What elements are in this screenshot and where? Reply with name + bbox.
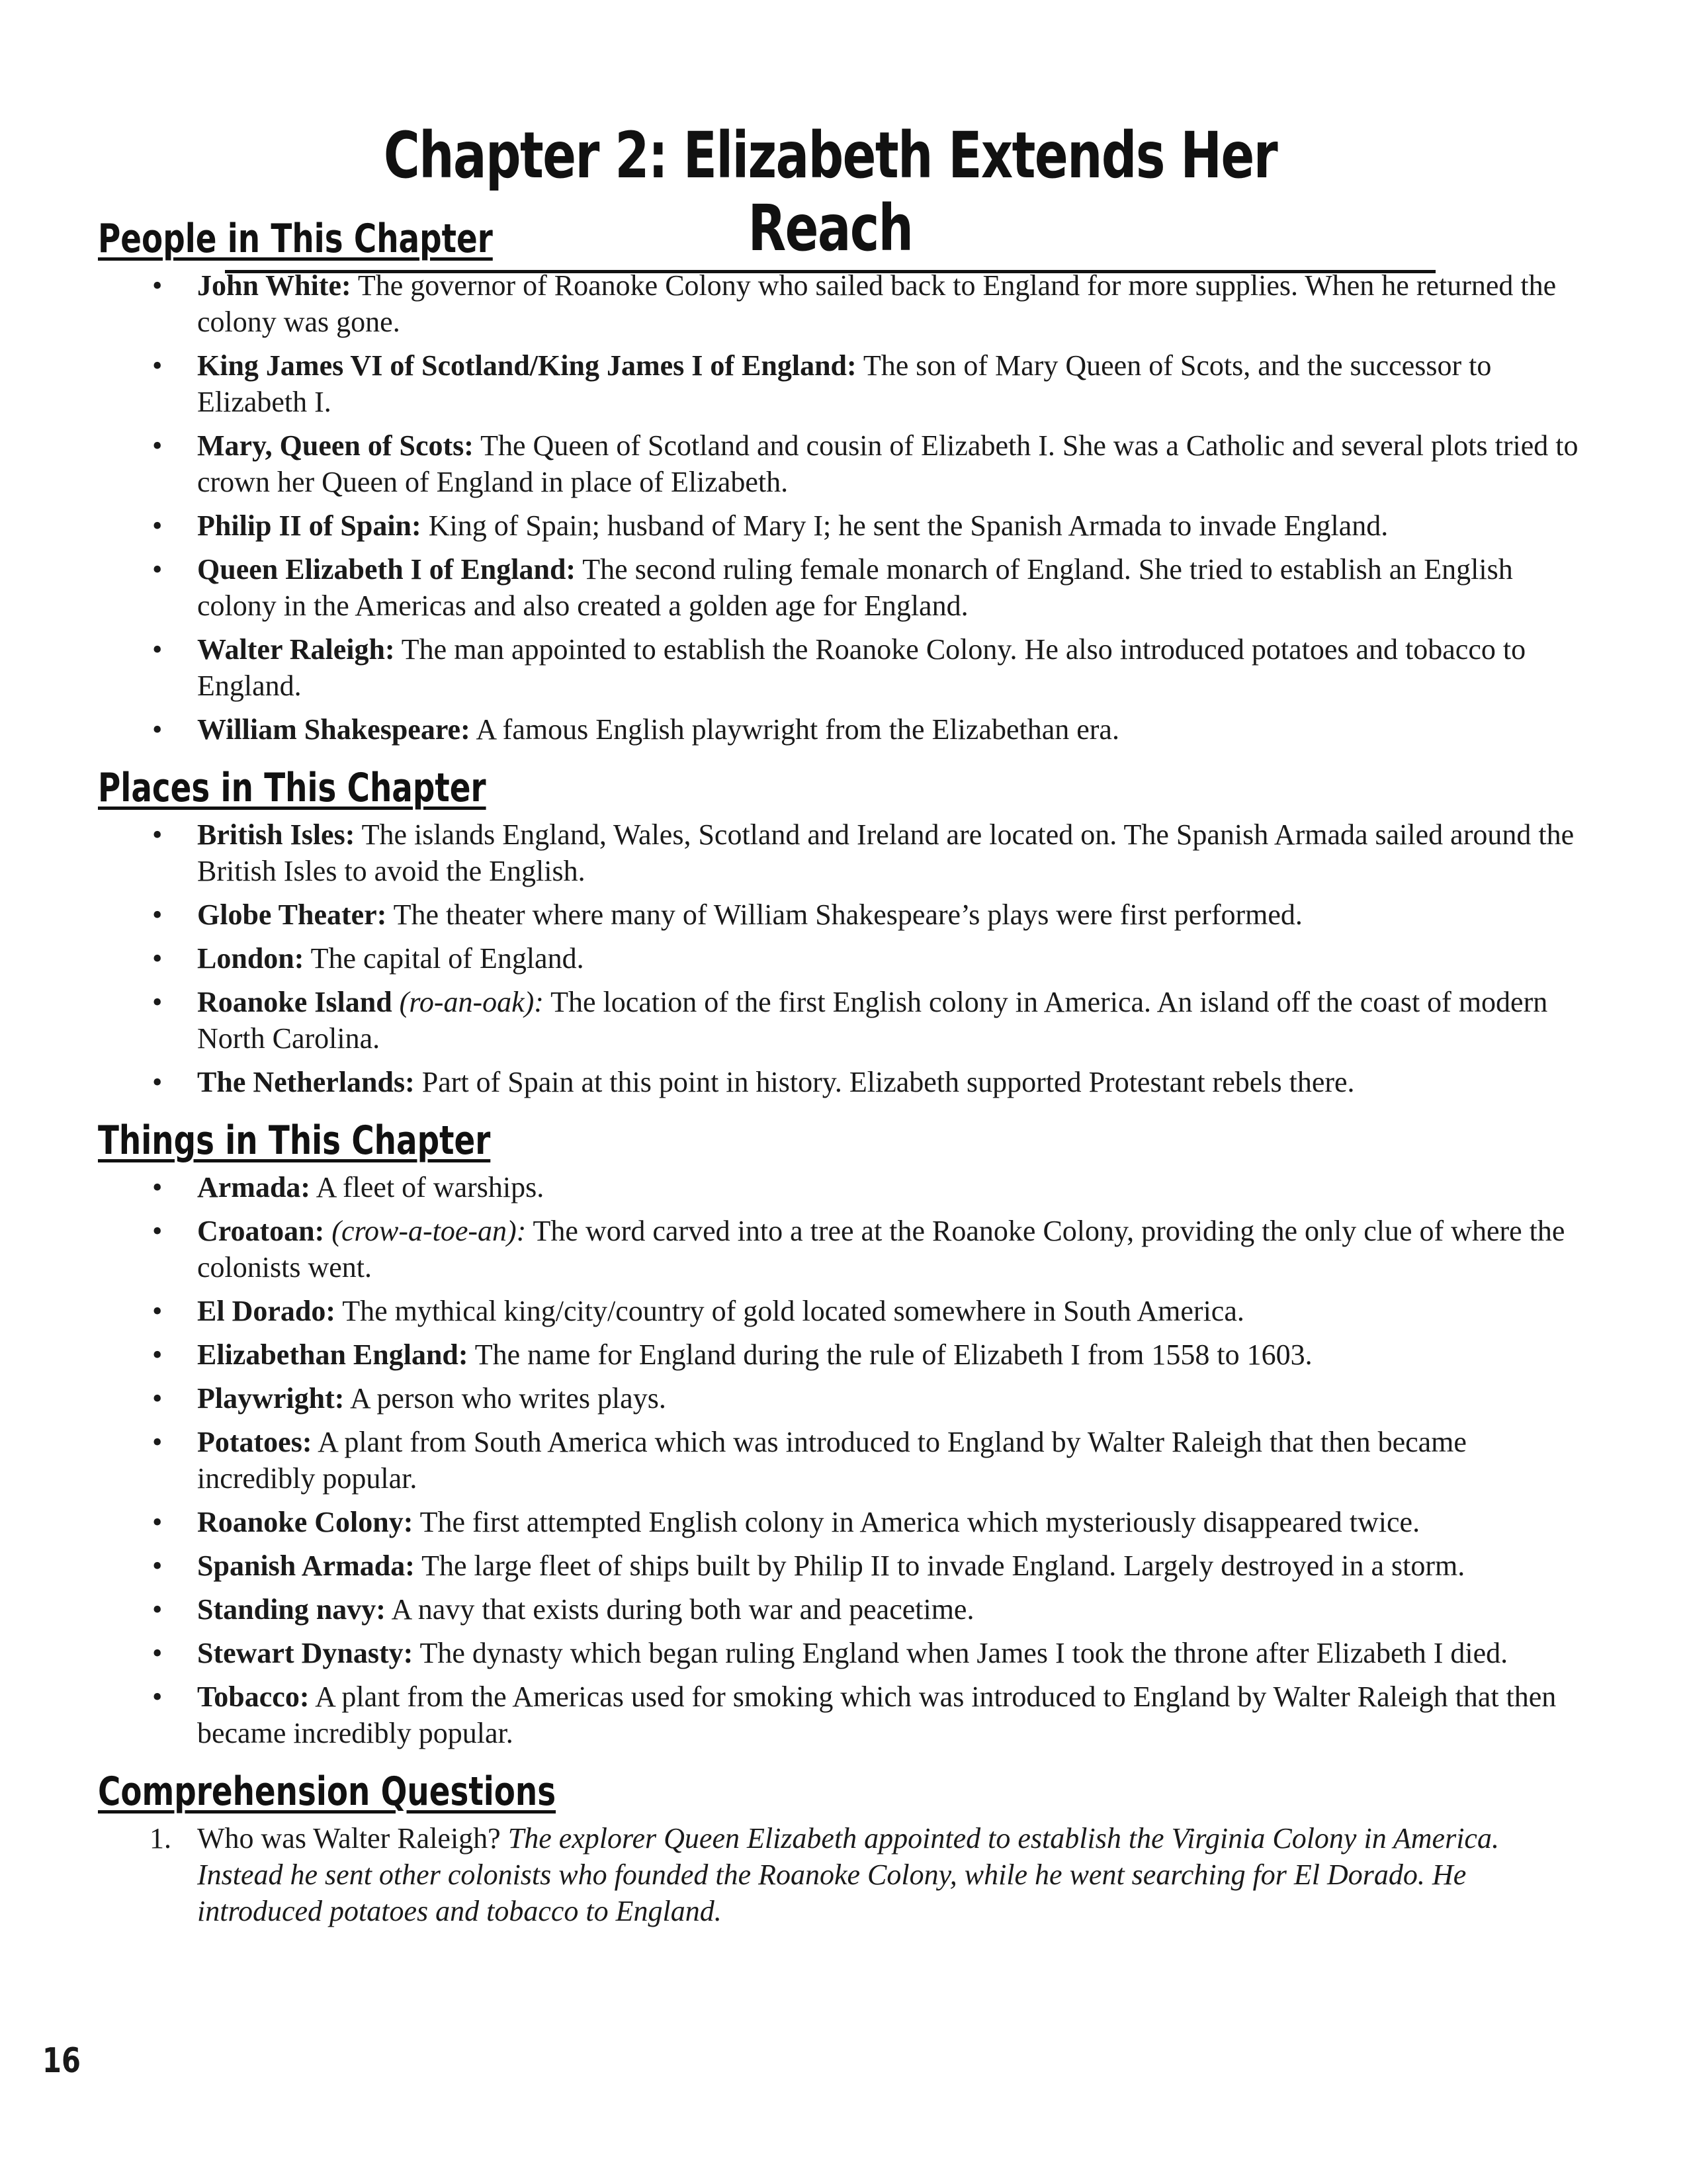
list-item	[98, 1591, 1580, 1628]
term: Roanoke Colony:	[197, 1506, 413, 1538]
definition: Part of Spain at this point in history. Elizabeth supported Protestant rebels there.	[414, 1066, 1355, 1098]
places-heading: Places in This Chapter	[98, 765, 486, 811]
definition: The islands England, Wales, Scotland and Ireland are located on. The Spanish Armada sailed around the British Isles to avoid the English.	[197, 818, 1575, 887]
people-heading: People in This Chapter	[98, 216, 493, 262]
term: Globe Theater:	[197, 898, 387, 931]
term: Elizabethan England:	[197, 1338, 468, 1371]
list-item	[98, 1635, 1580, 1671]
list-item	[98, 347, 1580, 420]
bullet-icon: •	[152, 1382, 163, 1415]
list-item	[98, 1679, 1580, 1751]
term: El Dorado:	[197, 1295, 335, 1327]
list-item	[98, 984, 1580, 1057]
definition: A plant from the Americas used for smoking which was introduced to England by Walter Raleigh that then became incredibly popular.	[197, 1681, 1557, 1749]
bullet-icon: •	[152, 1637, 163, 1669]
term: Croatoan:	[197, 1215, 325, 1247]
bullet-icon: •	[152, 1215, 163, 1247]
question-number: 1.	[150, 1822, 171, 1855]
bullet-icon: •	[152, 1171, 163, 1203]
bullet-icon: •	[152, 553, 163, 586]
bullet-icon: •	[152, 1593, 163, 1626]
list-item	[98, 1213, 1580, 1286]
term: Standing navy:	[197, 1593, 386, 1626]
term: Playwright:	[197, 1382, 345, 1415]
list-item	[98, 267, 1580, 340]
definition: A fleet of warships.	[310, 1171, 544, 1203]
term: John White:	[197, 269, 351, 302]
list-item	[98, 551, 1580, 624]
bullet-icon: •	[152, 1066, 163, 1098]
list-item	[98, 1293, 1580, 1329]
list-item	[98, 1424, 1580, 1497]
page-number: 16	[42, 2041, 81, 2081]
definition: The first attempted English colony in America which mysteriously disappeared twice.	[413, 1506, 1420, 1538]
definition: The capital of England.	[304, 942, 584, 975]
question-text: Who was Walter Raleigh?	[197, 1822, 508, 1855]
definition: A navy that exists during both war and peacetime.	[385, 1593, 974, 1626]
definition: The son of Mary Queen of Scots, and the successor to Elizabeth I.	[197, 349, 1492, 418]
definition: The location of the first English colony in America. An island off the coast of modern North Carolina.	[197, 986, 1548, 1055]
definition: A person who writes plays.	[344, 1382, 666, 1415]
list-item	[98, 896, 1580, 933]
bullet-icon: •	[152, 1506, 163, 1538]
definition: The mythical king/city/country of gold located somewhere in South America.	[335, 1295, 1244, 1327]
definition: The word carved into a tree at the Roanoke Colony, providing the only clue of where the colonists went.	[197, 1215, 1565, 1284]
term: Walter Raleigh:	[197, 633, 395, 666]
content	[98, 210, 1580, 1929]
term: Armada:	[197, 1171, 311, 1203]
term: Tobacco:	[197, 1681, 310, 1713]
bullet-icon: •	[152, 898, 163, 931]
bullet-icon: •	[152, 1426, 163, 1458]
term: Roanoke Island	[197, 986, 392, 1018]
things-list	[98, 1169, 1580, 1751]
bullet-icon: •	[152, 509, 163, 542]
term: Potatoes:	[197, 1426, 312, 1458]
bullet-icon: •	[152, 349, 163, 382]
definition: King of Spain; husband of Mary I; he sent the Spanish Armada to invade England.	[421, 509, 1389, 542]
things-heading: Things in This Chapter	[98, 1117, 491, 1164]
term: Spanish Armada:	[197, 1550, 415, 1582]
term: Mary, Queen of Scots:	[197, 429, 474, 462]
list-item	[98, 1064, 1580, 1100]
list-item	[98, 631, 1580, 704]
chapter-title: Chapter 2: Elizabeth Extends Her Reach	[383, 118, 1277, 265]
bullet-icon: •	[152, 1295, 163, 1327]
bullet-icon: •	[152, 818, 163, 851]
bullet-icon: •	[152, 269, 163, 302]
questions-heading: Comprehension Questions	[98, 1769, 556, 1815]
definition: The second ruling female monarch of England. She tried to establish an English colony in the Americas and also created a golden age for England.	[197, 553, 1513, 622]
term: King James VI of Scotland/King James I of England:	[197, 349, 857, 382]
list-item	[98, 1169, 1580, 1205]
definition: The Queen of Scotland and cousin of Elizabeth I. She was a Catholic and several plots tried to crown her Queen of England in place of Elizabeth.	[197, 429, 1579, 498]
bullet-icon: •	[152, 1338, 163, 1371]
bullet-icon: •	[152, 429, 163, 462]
list-item	[98, 427, 1580, 500]
list-item	[98, 1504, 1580, 1540]
definition: The dynasty which began ruling England when James I took the throne after Elizabeth I died.	[413, 1637, 1508, 1669]
list-item	[98, 1548, 1580, 1584]
bullet-icon: •	[152, 713, 163, 746]
places-list	[98, 816, 1580, 1100]
bullet-icon: •	[152, 1681, 163, 1713]
definition: The theater where many of William Shakespeare’s plays were first performed.	[386, 898, 1303, 931]
definition: A famous English playwright from the Elizabethan era.	[470, 713, 1119, 746]
pronunciation: (crow-a-toe-an):	[324, 1215, 527, 1247]
list-item	[98, 711, 1580, 748]
list-item	[98, 940, 1580, 977]
pronunciation: (ro-an-oak):	[392, 986, 544, 1018]
list-item	[98, 1380, 1580, 1417]
term: William Shakespeare:	[197, 713, 470, 746]
term: Queen Elizabeth I of England:	[197, 553, 576, 586]
definition: A plant from South America which was introduced to England by Walter Raleigh that then became incredibly popular.	[197, 1426, 1467, 1495]
list-item	[98, 816, 1580, 889]
questions-list	[98, 1820, 1580, 1929]
term: British Isles:	[197, 818, 355, 851]
bullet-icon: •	[152, 1550, 163, 1582]
answer-text: The explorer Queen Elizabeth appointed to establish the Virginia Colony in America. Instead he sent other colonists who founded the Roanoke Colony, while he went searching for El Dorado. He introduced potatoes and tobacco to England.	[197, 1822, 1499, 1927]
list-item	[98, 1336, 1580, 1373]
question-item	[98, 1820, 1580, 1929]
definition: The name for England during the rule of Elizabeth I from 1558 to 1603.	[468, 1338, 1313, 1371]
term: London:	[197, 942, 304, 975]
bullet-icon: •	[152, 942, 163, 975]
people-list	[98, 267, 1580, 748]
bullet-icon: •	[152, 986, 163, 1018]
definition: The governor of Roanoke Colony who sailed back to England for more supplies. When he returned the colony was gone.	[197, 269, 1557, 338]
bullet-icon: •	[152, 633, 163, 666]
term: The Netherlands:	[197, 1066, 415, 1098]
list-item	[98, 507, 1580, 544]
definition: The man appointed to establish the Roanoke Colony. He also introduced potatoes and tobacco to England.	[197, 633, 1526, 702]
term: Philip II of Spain:	[197, 509, 421, 542]
definition: The large fleet of ships built by Philip II to invade England. Largely destroyed in a storm.	[414, 1550, 1465, 1582]
term: Stewart Dynasty:	[197, 1637, 413, 1669]
